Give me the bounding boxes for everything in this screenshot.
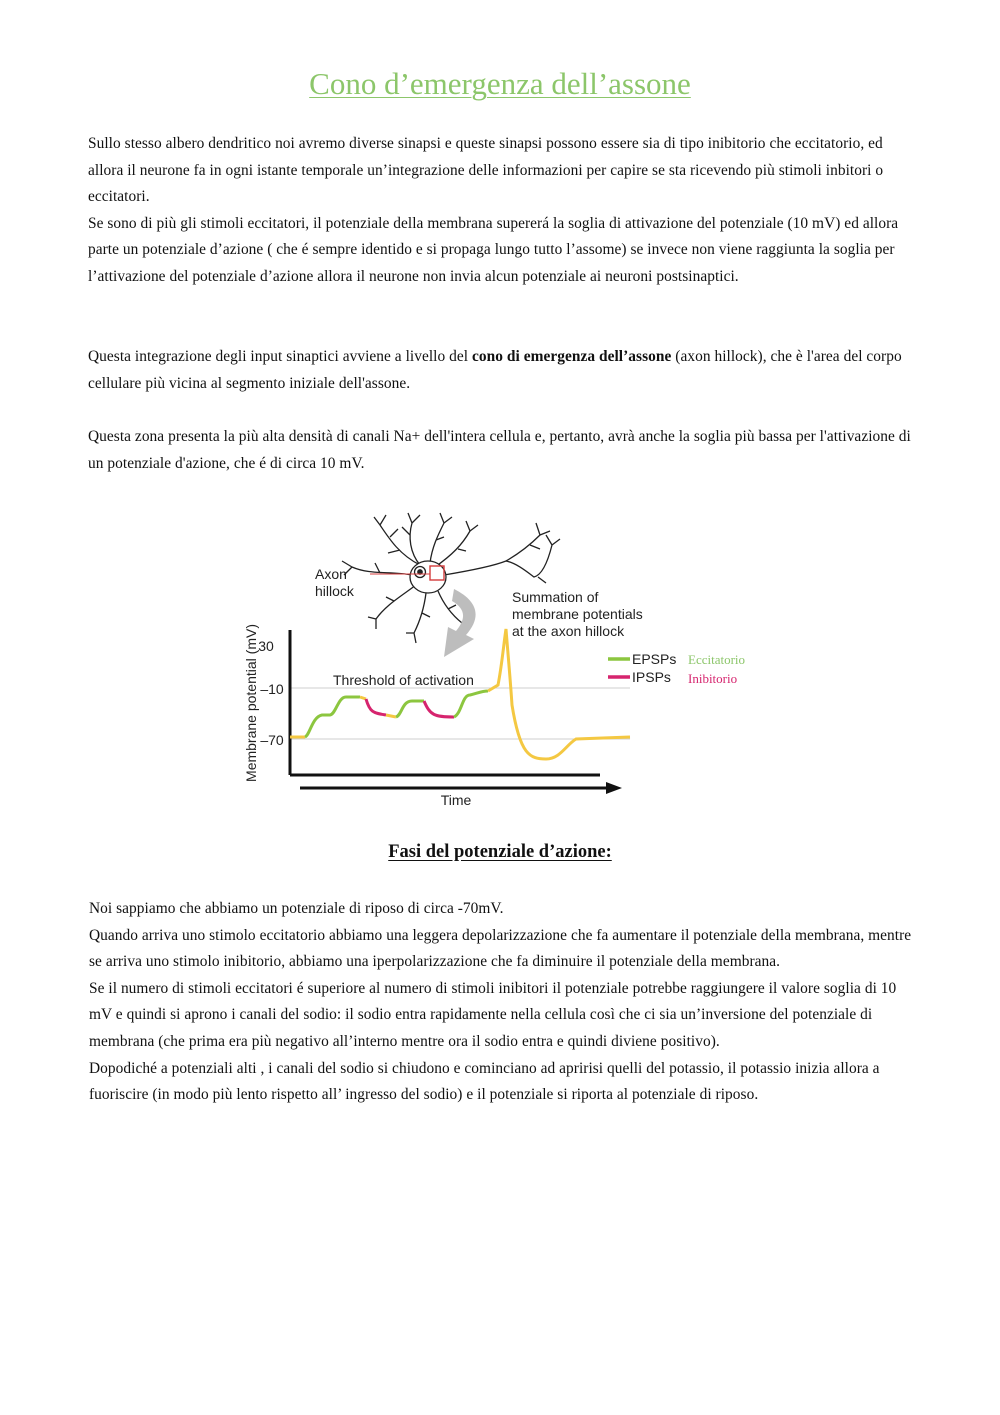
density-paragraph xyxy=(88,424,918,477)
summation-label-line2: membrane potentials xyxy=(512,606,643,622)
epsp-segment-1 xyxy=(305,697,360,737)
intro-paragraph-2: Se sono di più gli stimoli eccitatori, il potenziale della membrana supererá la soglia di attivazione del potenziale (10 mV) ed allora parte un potenziale d’azione ( che é sempre identido e si propaga lungo tutto l’assome) se invece non viene raggiunta la soglia per l’attivazione del potenziale d’azione allora il neurone non invia alcun potenziale ai neuroni postsinaptici. xyxy=(88,214,899,285)
summation-label-line3: at the axon hillock xyxy=(512,623,625,639)
axon-hillock-figure xyxy=(230,505,770,815)
y-axis-label: Membrane potential (mV) xyxy=(243,624,259,782)
integration-paragraph xyxy=(88,344,918,397)
phases-paragraph-1: Noi sappiamo che abbiamo un potenziale di riposo di circa -70mV. xyxy=(89,900,504,917)
legend-ipsp-note: Inibitorio xyxy=(688,671,738,686)
x-axis-label: Time xyxy=(440,792,472,808)
integration-bold-term: cono di emergenza dell’assone xyxy=(472,348,672,365)
ipsp-segment-2 xyxy=(424,701,454,717)
intro-section xyxy=(88,131,918,291)
epsp-segment-2 xyxy=(396,701,424,717)
trace-baseline-1 xyxy=(360,697,366,699)
phases-paragraph-3: Se il numero di stimoli eccitatori é superiore al numero di stimoli inibitori il potenziale potrebbe raggiungere il valore soglia di 10 mV e quindi si aprono i canali del sodio: il sodio entra rapidamente nella cellula così che ci sia un’inversione del potenziale di membrana (che prima era più negativo all’interno mentre ora il sodio entra e quindi diviene positivo). xyxy=(89,979,897,1050)
y-tick-minus70: –70 xyxy=(260,732,284,748)
ipsp-segment-1 xyxy=(366,699,386,715)
legend-epsp-label: EPSPs xyxy=(632,651,677,667)
axon-label-line2: hillock xyxy=(315,583,354,599)
density-text: Questa zona presenta la più alta densità di canali Na+ dell'intera cellula e, pertanto, avrà anche la soglia più bassa per l'attivazione di un potenziale d'azione, che é di circa 10 mV. xyxy=(88,428,911,472)
trace-baseline-2 xyxy=(386,715,396,717)
time-arrow-head xyxy=(606,782,622,794)
legend-ipsp-label: IPSPs xyxy=(632,669,671,685)
axon-label-line1: Axon xyxy=(315,566,347,582)
phases-paragraph-2: Quando arriva uno stimolo eccitatorio abbiamo una leggera depolarizzazione che fa aumentare il potenziale della membrana, mentre se arriva uno stimolo inibitorio, abbiamo una iperpolarizzazione che fa diminuire il potenziale della membrana. xyxy=(89,926,912,971)
summation-label-line1: Summation of xyxy=(512,589,599,605)
chart-area xyxy=(243,624,745,808)
integration-text-after: (axon hillock), che è l'area del corpo cellulare più vicina al segmento iniziale dell'assone. xyxy=(88,348,902,392)
legend-epsp-note: Eccitatorio xyxy=(688,652,746,667)
section-heading: Fasi del potenziale d’azione: xyxy=(388,842,612,862)
integration-text-before: Questa integrazione degli input sinaptici avviene a livello del xyxy=(88,348,472,365)
page-title: Cono d’emergenza dell’assone xyxy=(309,66,691,101)
phases-section xyxy=(89,896,919,1109)
y-tick-30: 30 xyxy=(258,638,274,654)
summation-arrow xyxy=(444,589,476,657)
epsp-segment-3 xyxy=(454,691,488,717)
phases-paragraph-4: Dopodiché a potenziali alti , i canali del sodio si chiudono e cominciano ad apririsi quelli del potassio, il potassio inizia allora a fuoriscire (in modo più lento rispetto all’ ingresso del sodio) e il potenziale si riporta al potenziale di riposo. xyxy=(89,1059,880,1104)
intro-paragraph-1: Sullo stesso albero dendritico noi avremo diverse sinapsi e queste sinapsi possono essere sia di tipo inibitorio che eccitatorio, ed allora il neurone fa in ogni istante temporale un’integrazione delle informazioni per capire se sta ricevendo più stimoli inbitori o eccitatori. xyxy=(88,135,884,206)
y-tick-minus10: –10 xyxy=(260,681,284,697)
threshold-label: Threshold of activation xyxy=(333,672,474,688)
